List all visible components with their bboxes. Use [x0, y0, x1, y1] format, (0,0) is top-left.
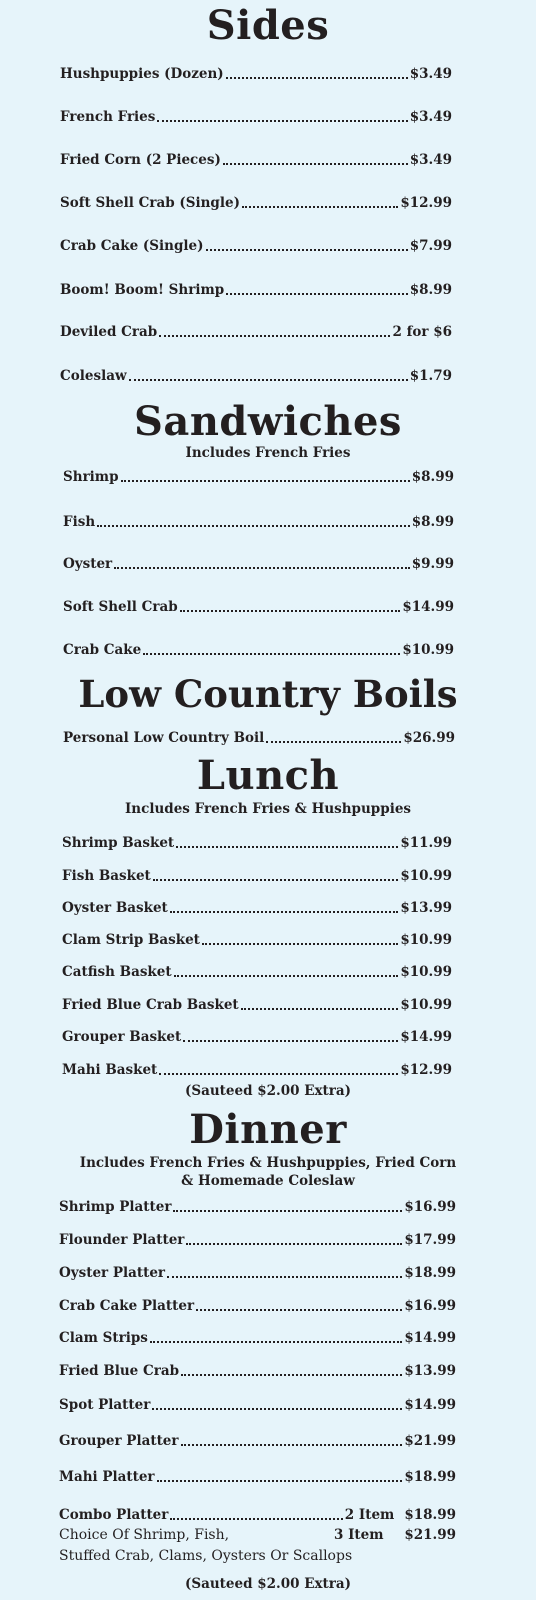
dinner-sauteed-note: (Sauteed $2.00 Extra): [184, 1576, 352, 1592]
item-name: Deviled Crab: [60, 324, 158, 340]
dot-leader: [206, 249, 408, 251]
item-name: Soft Shell Crab: [63, 599, 178, 615]
menu-item: [60, 236, 452, 254]
combo-option-2-label: 2 Item: [344, 1507, 395, 1523]
menu-item: [60, 64, 452, 82]
menu-item: [62, 930, 452, 948]
item-name: Fried Blue Crab: [59, 1363, 180, 1379]
item-name: Shrimp Basket: [62, 835, 175, 851]
dot-leader: [159, 1073, 398, 1075]
combo-option-3-label: 3 Item: [334, 1527, 384, 1543]
item-price: $12.99: [400, 1062, 452, 1078]
item-name: Grouper Platter: [59, 1433, 179, 1449]
item-price: $18.99: [404, 1469, 456, 1485]
menu-item: [63, 512, 454, 530]
menu-item: [59, 1328, 456, 1346]
dot-leader: [181, 1374, 402, 1376]
item-price: $14.99: [400, 1029, 452, 1045]
item-name: Fish: [63, 514, 96, 530]
dot-leader: [226, 77, 408, 79]
dot-leader: [157, 120, 407, 122]
dot-leader: [170, 911, 399, 913]
dot-leader: [129, 379, 408, 381]
item-price: $10.99: [400, 964, 452, 980]
item-price: $10.99: [400, 868, 452, 884]
item-name: Boom! Boom! Shrimp: [60, 282, 225, 298]
menu-item: [59, 1467, 456, 1485]
menu-item: [62, 962, 452, 980]
item-price: $3.49: [409, 66, 452, 82]
menu-item: [63, 467, 454, 485]
dot-leader: [167, 1276, 402, 1278]
item-name: Personal Low Country Boil: [63, 730, 265, 746]
dot-leader: [196, 1309, 402, 1311]
item-price: $11.99: [400, 835, 452, 851]
combo-description-line1: Choice Of Shrimp, Fish,: [59, 1527, 230, 1543]
menu-item: [63, 597, 454, 615]
dot-leader: [186, 1243, 402, 1245]
menu-item: [60, 366, 452, 384]
item-name: Flounder Platter: [59, 1232, 185, 1248]
item-price: $16.99: [404, 1199, 456, 1215]
dot-leader: [157, 1480, 403, 1482]
dot-leader: [152, 1408, 402, 1410]
item-price: $8.99: [409, 282, 452, 298]
menu-item: [62, 1027, 452, 1045]
dot-leader: [159, 335, 390, 337]
menu-item: [59, 1431, 456, 1449]
combo-description-line2: Stuffed Crab, Clams, Oysters Or Scallops: [59, 1548, 353, 1564]
lunch-subtitle: Includes French Fries & Hushpuppies: [124, 801, 412, 817]
item-name: Mahi Basket: [62, 1062, 158, 1078]
lunch-heading: Lunch: [196, 752, 340, 799]
menu-item: [59, 1296, 456, 1314]
menu-item: [59, 1395, 456, 1413]
menu-item: [62, 898, 452, 916]
item-name: Crab Cake (Single): [60, 238, 204, 254]
item-name: Oyster Platter: [59, 1265, 166, 1281]
item-name: Shrimp: [63, 469, 119, 485]
dot-leader: [241, 1008, 399, 1010]
dot-leader: [180, 610, 401, 612]
dot-leader: [121, 480, 410, 482]
item-name: Grouper Basket: [62, 1029, 182, 1045]
item-price: $13.99: [404, 1363, 456, 1379]
dot-leader: [174, 975, 399, 977]
dinner-subtitle-line2: & Homemade Coleslaw: [181, 1173, 355, 1189]
item-name: Coleslaw: [60, 368, 127, 384]
item-price: $9.99: [411, 556, 454, 572]
item-name: Shrimp Platter: [59, 1199, 172, 1215]
dot-leader: [173, 1210, 402, 1212]
boils-heading: Low Country Boils: [78, 672, 458, 716]
item-name: Combo Platter: [59, 1507, 169, 1523]
item-name: Crab Cake: [63, 642, 142, 658]
item-price: $14.99: [404, 1330, 456, 1346]
lunch-sauteed-note: (Sauteed $2.00 Extra): [184, 1083, 352, 1099]
item-price: $3.49: [409, 152, 452, 168]
item-price: $10.99: [400, 932, 452, 948]
item-name: Oyster Basket: [62, 900, 168, 916]
sides-heading: Sides: [206, 2, 330, 49]
menu-item: [60, 107, 452, 125]
item-name: Catfish Basket: [62, 964, 172, 980]
dot-leader: [181, 1444, 403, 1446]
menu-item: [62, 995, 452, 1013]
combo-platter-item: [59, 1505, 456, 1523]
dot-leader: [143, 653, 400, 655]
item-name: Clam Strips: [59, 1330, 148, 1346]
item-name: Crab Cake Platter: [59, 1298, 195, 1314]
item-price: $18.99: [404, 1265, 456, 1281]
menu-item: [59, 1263, 456, 1281]
item-name: Soft Shell Crab (Single): [60, 195, 240, 211]
combo-option-2-price: $18.99: [404, 1507, 456, 1523]
item-price: $17.99: [404, 1232, 456, 1248]
menu-item: [60, 280, 452, 298]
item-price: $8.99: [411, 514, 454, 530]
item-name: Oyster: [63, 556, 113, 572]
combo-option-3-price: $21.99: [404, 1527, 456, 1543]
item-price: $8.99: [411, 469, 454, 485]
item-price: $21.99: [404, 1433, 456, 1449]
item-price: $14.99: [404, 1397, 456, 1413]
item-price: 2 for $6: [392, 324, 452, 340]
menu-item: [59, 1230, 456, 1248]
dot-leader: [150, 1341, 402, 1343]
dot-leader: [97, 525, 410, 527]
item-price: $7.99: [409, 238, 452, 254]
dot-leader: [114, 567, 410, 569]
menu-item: [60, 322, 452, 340]
combo-option-3: [334, 1526, 456, 1544]
item-name: Mahi Platter: [59, 1469, 155, 1485]
item-name: Fried Blue Crab Basket: [62, 997, 239, 1013]
item-price: $10.99: [400, 997, 452, 1013]
dinner-heading: Dinner: [189, 1106, 347, 1153]
item-price: $3.49: [409, 109, 452, 125]
menu-item: [60, 193, 452, 211]
dot-leader: [153, 879, 399, 881]
item-name: Hushpuppies (Dozen): [60, 66, 224, 82]
item-price: $12.99: [400, 195, 452, 211]
dot-leader: [176, 846, 398, 848]
menu-item: [60, 150, 452, 168]
item-name: French Fries: [60, 109, 156, 125]
dot-leader: [202, 943, 398, 945]
menu-item: [62, 1060, 452, 1078]
menu-item: [59, 1197, 456, 1215]
item-price: $10.99: [402, 642, 454, 658]
dot-leader: [226, 293, 408, 295]
item-price: $26.99: [403, 730, 455, 746]
item-price: $13.99: [400, 900, 452, 916]
item-name: Fish Basket: [62, 868, 151, 884]
dot-leader: [170, 1518, 342, 1520]
sandwiches-heading: Sandwiches: [134, 398, 402, 445]
menu-item: [63, 640, 454, 658]
dinner-subtitle-line1: Includes French Fries & Hushpuppies, Fried Corn: [79, 1155, 457, 1171]
menu-item: [59, 1361, 456, 1379]
menu-item: [63, 554, 454, 572]
menu-item: [62, 866, 452, 884]
sandwiches-subtitle: Includes French Fries: [185, 445, 351, 461]
menu-item: [62, 833, 452, 851]
dot-leader: [223, 163, 408, 165]
item-price: $1.79: [409, 368, 452, 384]
menu-item: [63, 728, 455, 746]
item-price: $16.99: [404, 1298, 456, 1314]
dot-leader: [242, 206, 398, 208]
dot-leader: [266, 741, 401, 743]
dot-leader: [183, 1040, 398, 1042]
item-name: Fried Corn (2 Pieces): [60, 152, 221, 168]
item-price: $14.99: [402, 599, 454, 615]
item-name: Clam Strip Basket: [62, 932, 200, 948]
item-name: Spot Platter: [59, 1397, 151, 1413]
